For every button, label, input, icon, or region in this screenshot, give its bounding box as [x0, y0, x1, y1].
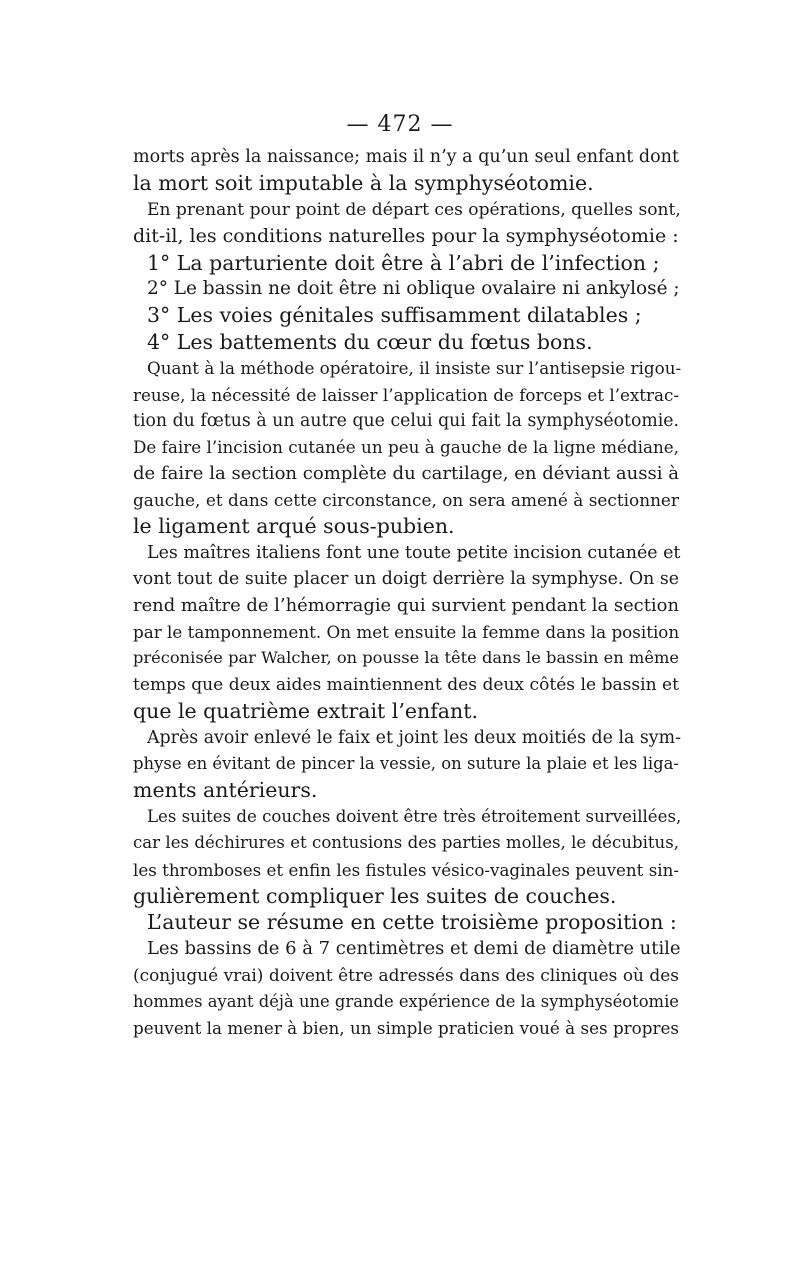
text-line: préconisée par Walcher, on pousse la tête dans le bassin en même	[133, 648, 679, 668]
text-line: gulièrement compliquer les suites de couches.	[133, 883, 617, 908]
text-line: le ligament arqué sous-pubien.	[133, 514, 455, 539]
text-line: (conjugué vrai) doivent être adressés dans des cliniques où des	[133, 965, 679, 986]
text-line: reuse, la nécessité de laisser l’application de forceps et l’extrac-	[133, 384, 679, 405]
text-line: 4° Les battements du cœur du fœtus bons.	[147, 329, 593, 354]
text-line: 1° La parturiente doit être à l’abri de l’infection ;	[147, 250, 660, 275]
text-line: de faire la section complète du cartilage, en déviant aussi à	[133, 462, 679, 484]
text-line: L’auteur se résume en cette troisième proposition :	[147, 910, 677, 935]
text-line: les thromboses et enfin les fistules vésico-vaginales peuvent sin-	[133, 859, 679, 880]
text-line: la mort soit imputable à la symphyséotomie.	[133, 171, 594, 196]
text-line: ments antérieurs.	[133, 778, 318, 803]
text-line: que le quatrième extrait l’enfant.	[133, 699, 478, 724]
text-line: hommes ayant déjà une grande expérience de la symphyséotomie	[133, 991, 679, 1011]
text-line: dit-il, les conditions naturelles pour la symphyséotomie :	[133, 225, 679, 248]
text-line: morts après la naissance; mais il n’y a qu’un seul enfant dont	[133, 147, 679, 167]
text-line: Quant à la méthode opératoire, il insiste sur l’antisepsie rigou-	[147, 358, 682, 379]
page-number: — 472 —	[346, 112, 454, 137]
text-line: Les bassins de 6 à 7 centimètres et demi de diamètre utile	[147, 937, 681, 959]
text-line: Les maîtres italiens font une toute petite incision cutanée et	[147, 542, 681, 563]
text-line: De faire l’incision cutanée un peu à gauche de la ligne médiane,	[133, 437, 679, 458]
text-line: car les déchirures et contusions des parties molles, le décubitus,	[133, 833, 679, 853]
text-line: 2° Le bassin ne doit être ni oblique ovalaire ni ankylosé ;	[147, 277, 680, 299]
text-line: peuvent la mener à bien, un simple praticien voué à ses propres	[133, 1017, 679, 1038]
text-line: temps que deux aides maintiennent des deux côtés le bassin et	[133, 674, 679, 695]
body-text	[133, 144, 682, 1041]
text-line: par le tamponnement. On met ensuite la femme dans la position	[133, 622, 680, 643]
text-line: En prenant pour point de départ ces opérations, quelles sont,	[147, 199, 681, 220]
text-line: physe en évitant de pincer la vessie, on suture la plaie et les liga-	[133, 753, 679, 773]
text-line: tion du fœtus à un autre que celui qui fait la symphyséotomie.	[133, 410, 679, 431]
text-line: rend maître de l’hémorragie qui survient pendant la section	[133, 594, 679, 616]
text-line: 3° Les voies génitales suffisamment dilatables ;	[147, 303, 642, 328]
text-line: gauche, et dans cette circonstance, on sera amené à sectionner	[133, 490, 679, 511]
text-line: Les suites de couches doivent être très étroitement surveillées,	[147, 806, 682, 826]
text-line: vont tout de suite placer un doigt derrière la symphyse. On se	[133, 569, 679, 590]
text-line: Après avoir enlevé le faix et joint les deux moitiés de la sym-	[147, 727, 681, 748]
